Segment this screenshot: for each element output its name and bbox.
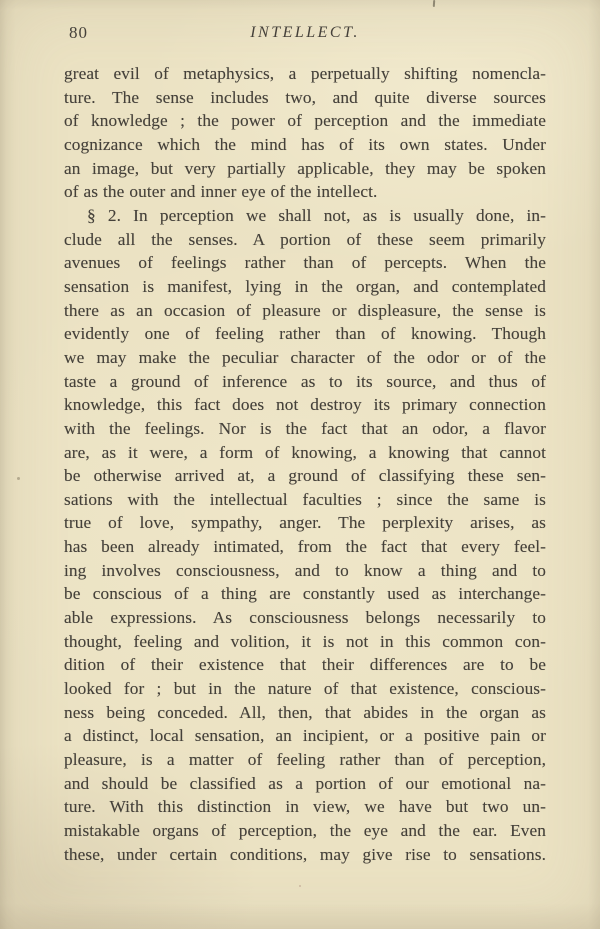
running-header xyxy=(64,23,546,43)
text-line: looked for ; but in the nature of that existence, conscious- xyxy=(64,679,546,699)
text-line: of as the outer and inner eye of the intellect. xyxy=(64,182,378,202)
paper-speck xyxy=(17,477,20,480)
page-body xyxy=(64,62,546,866)
text-line: mistakable organs of perception, the eye and the ear. Even xyxy=(64,821,546,840)
text-line: knowledge, this fact does not destroy its primary connection xyxy=(64,395,546,415)
text-line: with the feelings. Nor is the fact that an odor, a flavor xyxy=(64,418,546,438)
text-line: of knowledge ; the power of perception and the immediate xyxy=(64,111,546,131)
text-line: § 2. In perception we shall not, as is usually done, in- xyxy=(87,205,546,225)
text-line: be otherwise arrived at, a ground of classifying these sen- xyxy=(64,466,546,486)
text-line: there as an occasion of pleasure or displeasure, the sense is xyxy=(64,300,546,320)
text-line: evidently one of feeling rather than of knowing. Though xyxy=(64,324,546,344)
paragraph xyxy=(64,204,546,866)
text-line: sensation is manifest, lying in the organ, and contemplated xyxy=(64,276,546,296)
text-line: sations with the intellectual faculties ; since the same is xyxy=(64,489,546,509)
text-line: a distinct, local sensation, an incipient, or a positive pain or xyxy=(64,726,546,746)
paper-speck xyxy=(299,885,301,887)
page-number: 80 xyxy=(69,23,88,42)
text-line: thought, feeling and volition, it is not in this common con- xyxy=(64,631,546,651)
text-line: has been already intimated, from the fact that every feel- xyxy=(64,537,546,557)
text-line: we may make the peculiar character of the odor or of the xyxy=(64,347,546,367)
text-line: ture. With this distinction in view, we have but two un- xyxy=(64,797,546,817)
text-line: clude all the senses. A portion of these seem primarily xyxy=(64,229,546,249)
text-line: pleasure, is a matter of feeling rather than of perception, xyxy=(64,750,546,770)
ink-mark xyxy=(433,0,435,7)
text-line: ture. The sense includes two, and quite diverse sources xyxy=(64,87,546,107)
paragraph xyxy=(64,62,546,204)
text-line: and should be classified as a portion of our emotional na- xyxy=(64,773,546,793)
running-header-title: INTELLECT. xyxy=(250,24,360,41)
text-line: avenues of feelings rather than of percepts. When the xyxy=(64,253,546,273)
text-line: an image, but very partially applicable, they may be spoken xyxy=(64,158,546,178)
text-line: ness being conceded. All, then, that abides in the organ as xyxy=(64,702,546,722)
text-line: able expressions. As consciousness belongs necessarily to xyxy=(64,608,546,628)
text-line: true of love, sympathy, anger. The perplexity arises, as xyxy=(64,513,546,533)
text-line: great evil of metaphysics, a perpetually shifting nomencla- xyxy=(64,64,546,83)
text-line: these, under certain conditions, may give rise to sensations. xyxy=(64,844,546,864)
text-line: be conscious of a thing are constantly used as interchange- xyxy=(64,584,546,604)
text-line: taste a ground of inference as to its source, and thus of xyxy=(64,371,546,391)
text-line: cognizance which the mind has of its own states. Under xyxy=(64,134,546,154)
text-line: are, as it were, a form of knowing, a knowing that cannot xyxy=(64,442,546,462)
text-line: ing involves consciousness, and to know a thing and to xyxy=(64,560,546,580)
text-line: dition of their existence that their differences are to be xyxy=(64,655,546,675)
